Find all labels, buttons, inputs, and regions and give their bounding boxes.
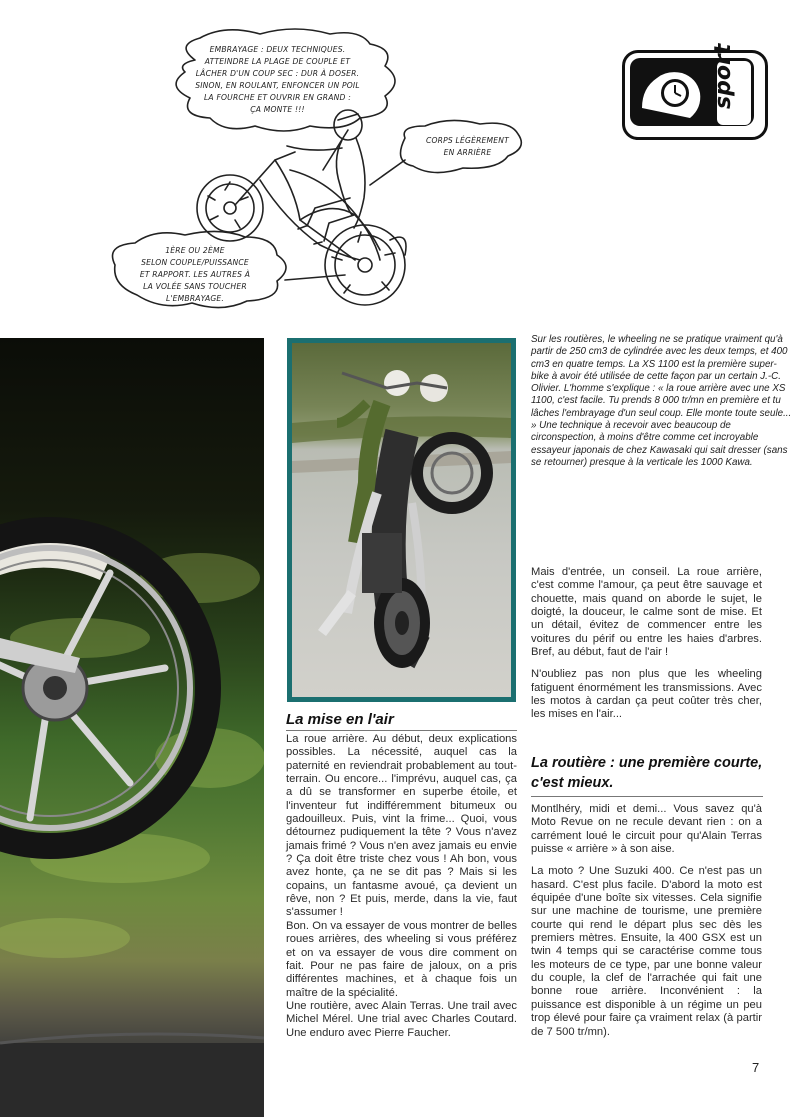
middle-column-body xyxy=(286,733,517,1040)
bubble-text-body: CORPS LÉGÈREMENT EN ARRIÈRE xyxy=(425,136,510,157)
bubble-text-top: EMBRAYAGE : DEUX TECHNIQUES. ATTEINDRE LA PLAGE DE COUPLE ET LÂCHER D'UN COUP SEC : DUR À DOSER. SINON, EN ROULANT, ENFONCER UN POIL LA FOURCHE ET OUVRIR EN GRAND : ÇA MONTE !!! xyxy=(195,45,360,114)
paragraph-conseil: Mais d'entrée, un conseil. La roue arrière, c'est comme l'amour, ça peut être sauvage et chouette, mais quand on aborde le sujet, le doigté, la douceur, le calme sont de mise. Et un détail, évitez de commencer entre les voitures du périf ou entre les haies d'arbres. Bref, au début, faut de l'air ! xyxy=(531,566,762,659)
right-column-body xyxy=(531,803,762,1039)
paragraph-machines: Une routière, avec Alain Terras. Une trail avec Michel Mérel. Une trial avec Charles Coutard. Une enduro avec Pierre Faucher. xyxy=(286,999,517,1039)
stopwatch-in-hand-icon xyxy=(637,63,707,123)
section-heading-mise-en-l-air: La mise en l'air xyxy=(286,711,394,728)
paragraph-transmissions: N'oubliez pas non plus que les wheeling fatiguent énormément les transmissions. Avec les motos à cardan ça peut coûter très cher, les mises en l'air... xyxy=(531,668,762,721)
section-heading-routiere: La routière : une première courte, c'est mieux. xyxy=(531,755,763,791)
page-number: 7 xyxy=(752,1060,760,1075)
paragraph-roue-arriere: La roue arrière. Au début, deux explications possibles. La nécessité, auquel cas la paternité en reviendrait probablement au tout-terrain. Ou encore... l'imprévu, auquel cas, ça a dû se transformer en superbe étoile, et l'inventeur fut indifféremment bitumeux ou gadouilleux. Puis, vint la frime... Quoi, vous détournez pudiquement la tête ? Vous n'avez jamais frimé ? Vous n'en avez jamais eu envie ? Ça doit être triste chez vous ! Ah bon, vous avez honte, ça ne se dit pas ? Mais si les copains, un fantasme avoué, ça devient un rêve, non ? Et puis, merde, dans la vie, faut s'assumer ! xyxy=(286,733,517,919)
heading-rule-mise xyxy=(286,730,517,731)
photo-caption: Sur les routières, le wheeling ne se pratique vraiment qu'à partir de 250 cm3 de cylindrée avec les deux temps, et 400 cm3 en quatre temps. La XS 1100 est la première super-bike à avoir été utilisée de cette façon par un certain J.-C. Olivier. L'homme s'explique : « la roue arrière avec une XS 1100, c'est facile. Tu prends 8 000 tr/mn en première et tu lâches l'embrayage d'un seul coup. Elle monte toute seule... » Une technique à recevoir avec beaucoup de circonspection, à moins d'être comme cet incroyable essayeur japonais de chez Kawasaki qui sait dresser (sans se retourner) presque à la verticale les 1000 Kawa. xyxy=(531,334,792,468)
wheelie-photo xyxy=(287,338,516,702)
paragraph-montlhery: Montlhéry, midi et demi... Vous savez qu'à Moto Revue on ne recule devant rien : on a carrément loué le circuit pour qu'Alain Terras puisse « arrière » à son aise. xyxy=(531,803,762,856)
sport-badge xyxy=(622,43,768,140)
right-column-intro xyxy=(531,566,762,722)
paragraph-suzuki: La moto ? Une Suzuki 400. Ce n'est pas un hasard. C'est plus facile. D'abord la moto est équipée d'une boîte six vitesses. Cela signifie sur une machine de tourisme, une première courte qui rend le départ plus sec dès les premiers mètres. Ensuite, la 400 GSX est un twin 4 temps qui se caractérise comme tous les moteurs de ce type, par une bonne valeur du couple, la clef de l'arrachée qui fait une bonne roue arrière. Inconvénient : la puissance est disponible à un régime un peu trop élevé pour faire ça vraiment relax (à partir de 7 500 tr/mn). xyxy=(531,865,762,1038)
paragraph-bon: Bon. On va essayer de vous montrer de belles roues arrières, des wheeling si vous préférez et on va essayer de vous dire comment on fait. Pour ne pas faire de jaloux, on a pris différentes machines, et à chaque fois un maître de la spécialité. xyxy=(286,919,517,999)
sport-word: sport xyxy=(711,43,736,109)
heading-rule-routiere xyxy=(531,796,763,797)
bubble-text-gear: 1ÈRE OU 2ÈME SELON COUPLE/PUISSANCE ET RAPPORT. LES AUTRES À LA VOLÉE SANS TOUCHER L'EMBRAYAGE. xyxy=(139,246,251,303)
wheel-photo-left xyxy=(0,338,264,1117)
